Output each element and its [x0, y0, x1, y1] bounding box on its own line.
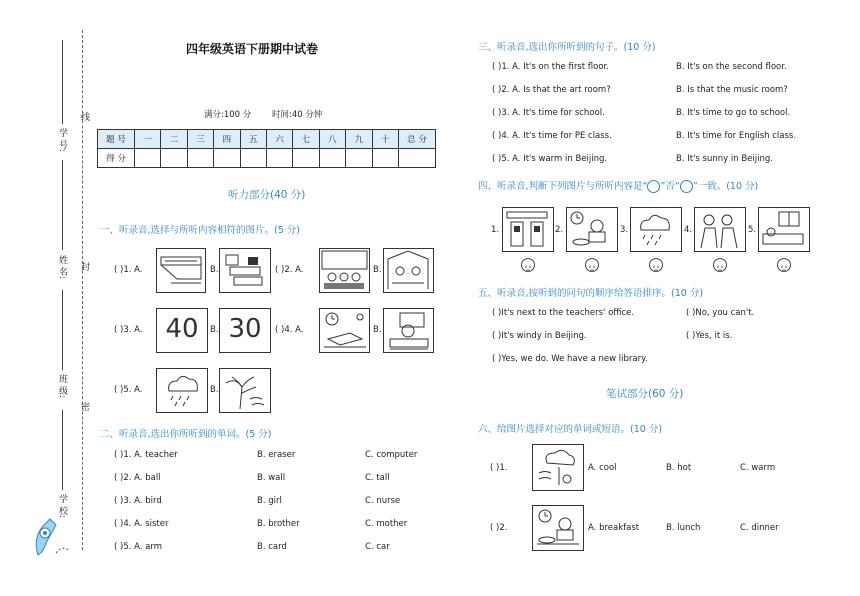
section-1-title: 一、听录音,选择与所听内容相符的图片。(5 分): [100, 225, 300, 236]
s1-q4-label[interactable]: ( )4. A.: [275, 325, 304, 335]
s4-q3-number: 3.: [620, 225, 629, 235]
s2-q2-option-b[interactable]: B. wall: [257, 473, 286, 483]
binding-seal-seal: 封: [79, 262, 89, 271]
score-input-cell[interactable]: [293, 149, 319, 168]
s1-q2-b-label: B.: [373, 265, 382, 275]
binding-seal-secret: 密: [79, 402, 89, 411]
s3-q4-option-a[interactable]: ( )4. A. It's time for PE class.: [492, 131, 612, 141]
score-input-cell[interactable]: [187, 149, 213, 168]
s1-q4-b-label: B.: [373, 325, 382, 335]
s1-q5-option-a-image[interactable]: [156, 368, 208, 413]
s6-q1-option-a[interactable]: A. cool: [588, 463, 617, 473]
s2-q1-option-c[interactable]: C. computer: [365, 450, 418, 460]
s4-q3-answer-face-icon[interactable]: [649, 258, 663, 272]
s3-q3-option-a[interactable]: ( )3. A. It's time for school.: [492, 108, 605, 118]
s3-q5-option-b[interactable]: B. It's sunny in Beijing.: [676, 154, 773, 164]
s2-q3-option-c[interactable]: C. nurse: [365, 496, 401, 506]
score-input-cell[interactable]: [346, 149, 372, 168]
score-row-label: 得 分: [98, 149, 135, 168]
s4-q1-image: [502, 207, 554, 252]
s6-q2-option-b[interactable]: B. lunch: [666, 523, 701, 533]
s2-q4-option-a[interactable]: ( )4. A. sister: [114, 519, 169, 529]
s4-q1-number: 1.: [491, 225, 500, 235]
s3-q3-option-b[interactable]: B. It's time to go to school.: [676, 108, 791, 118]
s1-q1-option-b-image[interactable]: [219, 248, 271, 293]
student-school-line[interactable]: [62, 410, 63, 490]
s5-answer-2b[interactable]: ( )Yes, it is.: [686, 331, 733, 341]
pencil-mascot-icon: [28, 515, 78, 560]
score-input-cell[interactable]: [214, 149, 240, 168]
s6-q1-number[interactable]: ( )1.: [490, 463, 508, 473]
score-table-header-cell: 七: [293, 130, 319, 149]
score-input-cell[interactable]: [319, 149, 345, 168]
score-input-cell[interactable]: [135, 149, 161, 168]
section-2-title: 二、听录音,选出你所听到的单词。(5 分): [100, 429, 272, 440]
s1-q2-option-a-image[interactable]: [319, 248, 370, 293]
s3-q4-option-b[interactable]: B. It's time for English class.: [676, 131, 797, 141]
s4-q4-answer-face-icon[interactable]: [713, 258, 727, 272]
score-input-cell[interactable]: [399, 149, 436, 168]
s5-answer-1b[interactable]: ( )No, you can't.: [686, 308, 755, 318]
score-table-header-cell: 九: [346, 130, 372, 149]
s1-q2-option-b-image[interactable]: [383, 248, 434, 293]
s1-q1-option-a-image[interactable]: [156, 248, 206, 293]
s1-q3-option-a-number[interactable]: 40: [156, 308, 208, 353]
s4-q1-answer-face-icon[interactable]: [521, 258, 535, 272]
s2-q3-option-a[interactable]: ( )3. A. bird: [114, 496, 162, 506]
s4-q2-image: [566, 207, 618, 252]
s5-answer-3a[interactable]: ( )Yes, we do. We have a new library.: [492, 354, 648, 364]
score-table: [97, 129, 436, 168]
s1-q2-label[interactable]: ( )2. A.: [275, 265, 304, 275]
exam-title: 四年级英语下册期中试卷: [186, 42, 319, 56]
s4-q5-answer-face-icon[interactable]: [777, 258, 791, 272]
full-score: 满分:100 分: [204, 110, 252, 120]
score-table-header-cell: 十: [372, 130, 398, 149]
binding-seal-line: 线: [79, 112, 89, 121]
s4-q4-number: 4.: [684, 225, 693, 235]
s2-q4-option-c[interactable]: C. mother: [365, 519, 408, 529]
s3-q1-option-b[interactable]: B. It's on the second floor.: [676, 62, 787, 72]
student-number-line[interactable]: [62, 40, 63, 124]
section-5-title: 五、听录音,按听到的问句的顺序给答语排序。(10 分): [478, 288, 704, 299]
score-table-header-cell: 总 分: [399, 130, 436, 149]
student-class-line[interactable]: [62, 290, 63, 370]
s5-answer-2a[interactable]: ( )It's windy in Beijing.: [492, 331, 587, 341]
score-table-header-cell: 八: [319, 130, 345, 149]
s1-q3-label[interactable]: ( )3. A.: [114, 325, 143, 335]
s2-q1-option-b[interactable]: B. eraser: [257, 450, 296, 460]
section-6-title: 六、给图片选择对应的单词或短语。(10 分): [478, 424, 663, 435]
s6-q2-option-c[interactable]: C. dinner: [740, 523, 779, 533]
s2-q5-option-c[interactable]: C. car: [365, 542, 390, 552]
s4-q3-image: [630, 207, 682, 252]
student-school-label: 学 校:: [57, 494, 67, 518]
score-table-header-label: 题 号: [98, 130, 135, 149]
score-table-header-cell: 一: [135, 130, 161, 149]
sad-face-icon: [680, 180, 693, 193]
s1-q5-option-b-image[interactable]: [219, 368, 271, 413]
s2-q1-option-a[interactable]: ( )1. A. teacher: [114, 450, 178, 460]
s1-q1-label[interactable]: ( )1. A.: [114, 265, 143, 275]
student-class-label: 班 级:: [57, 374, 67, 398]
section-4-title: [478, 178, 758, 193]
exam-time: 时间:40 分钟: [272, 110, 323, 120]
binding-dashed-line: [82, 30, 83, 550]
student-name-line[interactable]: [62, 160, 63, 250]
s4-q5-number: 5.: [748, 225, 757, 235]
score-input-cell[interactable]: [240, 149, 266, 168]
s3-q2-option-a[interactable]: ( )2. A. Is that the art room?: [492, 85, 611, 95]
s6-q1-option-b[interactable]: B. hot: [666, 463, 692, 473]
s3-q5-option-a[interactable]: ( )5. A. It's warm in Beijing.: [492, 154, 608, 164]
score-table-header-cell: 五: [240, 130, 266, 149]
s3-q2-option-b[interactable]: B. Is that the music room?: [676, 85, 788, 95]
s1-q4-option-a-image[interactable]: [319, 308, 370, 353]
written-part-heading: 笔试部分(60 分): [606, 388, 684, 400]
s1-q5-label[interactable]: ( )5. A.: [114, 385, 143, 395]
s2-q2-option-a[interactable]: ( )2. A. ball: [114, 473, 161, 483]
section-4-title-part-1: 四、听录音,判断下列图片与所听内容是“: [478, 181, 648, 192]
s2-q4-option-b[interactable]: B. brother: [257, 519, 300, 529]
score-input-cell[interactable]: [372, 149, 398, 168]
s2-q5-option-b[interactable]: B. card: [257, 542, 287, 552]
s2-q3-option-b[interactable]: B. girl: [257, 496, 282, 506]
s4-q2-answer-face-icon[interactable]: [585, 258, 599, 272]
s3-q1-option-a[interactable]: ( )1. A. It's on the first floor.: [492, 62, 609, 72]
score-table-header-cell: 二: [161, 130, 187, 149]
s1-q1-b-label: B.: [210, 265, 219, 275]
s1-q3-b-label: B.: [210, 325, 219, 335]
s1-q5-b-label: B.: [210, 385, 219, 395]
score-input-cell[interactable]: [161, 149, 187, 168]
score-table-header-cell: 四: [214, 130, 240, 149]
student-name-label: 姓 名:: [57, 255, 67, 279]
section-4-title-part-2: ”否“: [660, 181, 680, 192]
score-input-cell[interactable]: [266, 149, 292, 168]
s5-answer-1a[interactable]: ( )It's next to the teachers' office.: [492, 308, 635, 318]
score-table-header-cell: 六: [266, 130, 292, 149]
s6-q1-option-c[interactable]: C. warm: [740, 463, 776, 473]
s4-q5-image: [758, 207, 810, 252]
s6-q2-number[interactable]: ( )2.: [490, 523, 508, 533]
s6-q1-image: [532, 444, 584, 491]
s4-q4-image: [694, 207, 746, 252]
student-number-label: 学 号:: [57, 128, 67, 152]
listening-part-heading: 听力部分(40 分): [228, 189, 306, 201]
s1-q4-option-b-image[interactable]: [383, 308, 434, 353]
score-table-header-cell: 三: [187, 130, 213, 149]
s4-q2-number: 2.: [555, 225, 564, 235]
section-4-title-part-3: ”一致。(10 分): [692, 181, 759, 192]
s6-q2-option-a[interactable]: A. breakfast: [588, 523, 640, 533]
s2-q5-option-a[interactable]: ( )5. A. arm: [114, 542, 163, 552]
s6-q2-image: [532, 505, 584, 551]
smile-face-icon: [647, 180, 660, 193]
s1-q3-option-b-number[interactable]: 30: [219, 308, 271, 353]
section-3-title: 三、听录音,选出你所听到的句子。(10 分): [478, 42, 656, 53]
s2-q2-option-c[interactable]: C. tall: [365, 473, 390, 483]
